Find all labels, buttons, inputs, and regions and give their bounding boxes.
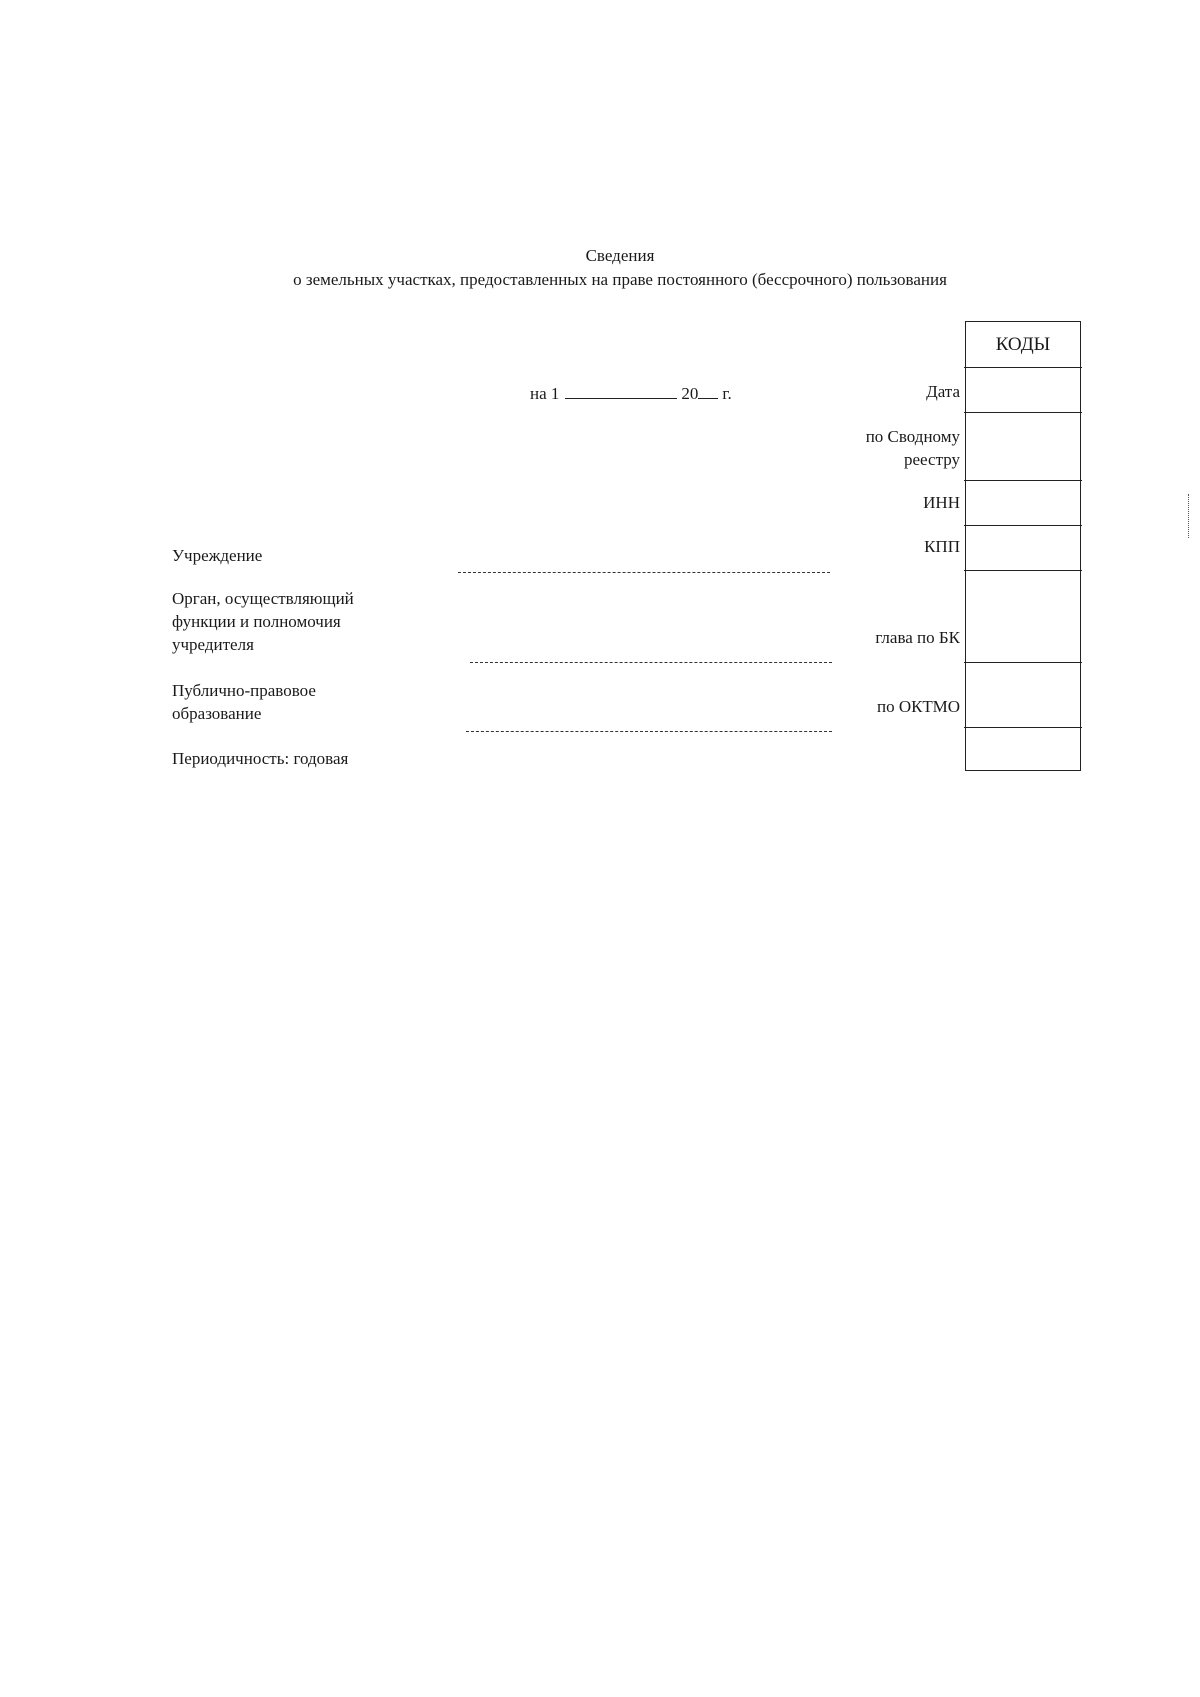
date-month-blank[interactable] bbox=[565, 384, 677, 399]
field-label-public-entity-line1: Публично-правовое bbox=[172, 681, 316, 700]
field-label-institution: Учреждение bbox=[172, 546, 263, 565]
code-label-registry-line2: реестру bbox=[904, 450, 960, 469]
codes-row-divider bbox=[964, 727, 1082, 728]
date-prefix: на 1 bbox=[530, 384, 560, 403]
codes-row-divider bbox=[964, 412, 1082, 413]
code-label-registry-line1: по Сводному bbox=[865, 427, 960, 446]
field-label-founder-line2: функции и полномочия bbox=[172, 612, 341, 631]
field-label-periodicity: Периодичность: годовая bbox=[172, 749, 349, 768]
public-entity-fill-line[interactable] bbox=[466, 731, 832, 732]
date-year-blank[interactable] bbox=[698, 384, 718, 399]
field-label-founder-line1: Орган, осуществляющий bbox=[172, 589, 354, 608]
institution-fill-line[interactable] bbox=[458, 572, 830, 573]
code-label-oktmo: по ОКТМО bbox=[876, 697, 960, 716]
code-label-inn: ИНН bbox=[923, 493, 960, 512]
date-year-prefix: 20 bbox=[681, 384, 699, 403]
codes-row-divider bbox=[964, 570, 1082, 571]
date-suffix: г. bbox=[722, 384, 732, 403]
margin-scan-mark bbox=[1188, 494, 1192, 538]
codes-row-divider bbox=[964, 525, 1082, 526]
founder-fill-line[interactable] bbox=[470, 662, 832, 663]
codes-row-divider bbox=[964, 480, 1082, 481]
report-date-line bbox=[530, 384, 732, 404]
codes-table bbox=[965, 321, 1081, 771]
field-label-founder-line3: учредителя bbox=[172, 635, 254, 654]
document-title: Сведения bbox=[585, 246, 655, 265]
codes-row-divider bbox=[964, 662, 1082, 663]
field-label-public-entity-line2: образование bbox=[172, 704, 262, 723]
codes-row-divider bbox=[964, 367, 1082, 368]
code-label-kpp: КПП bbox=[924, 537, 960, 556]
code-label-bk-chapter: глава по БК bbox=[875, 628, 960, 647]
document-subtitle: о земельных участках, предоставленных на праве постоянного (бессрочного) пользования bbox=[293, 270, 947, 289]
code-label-date: Дата bbox=[926, 382, 960, 401]
codes-header: КОДЫ bbox=[995, 334, 1051, 355]
